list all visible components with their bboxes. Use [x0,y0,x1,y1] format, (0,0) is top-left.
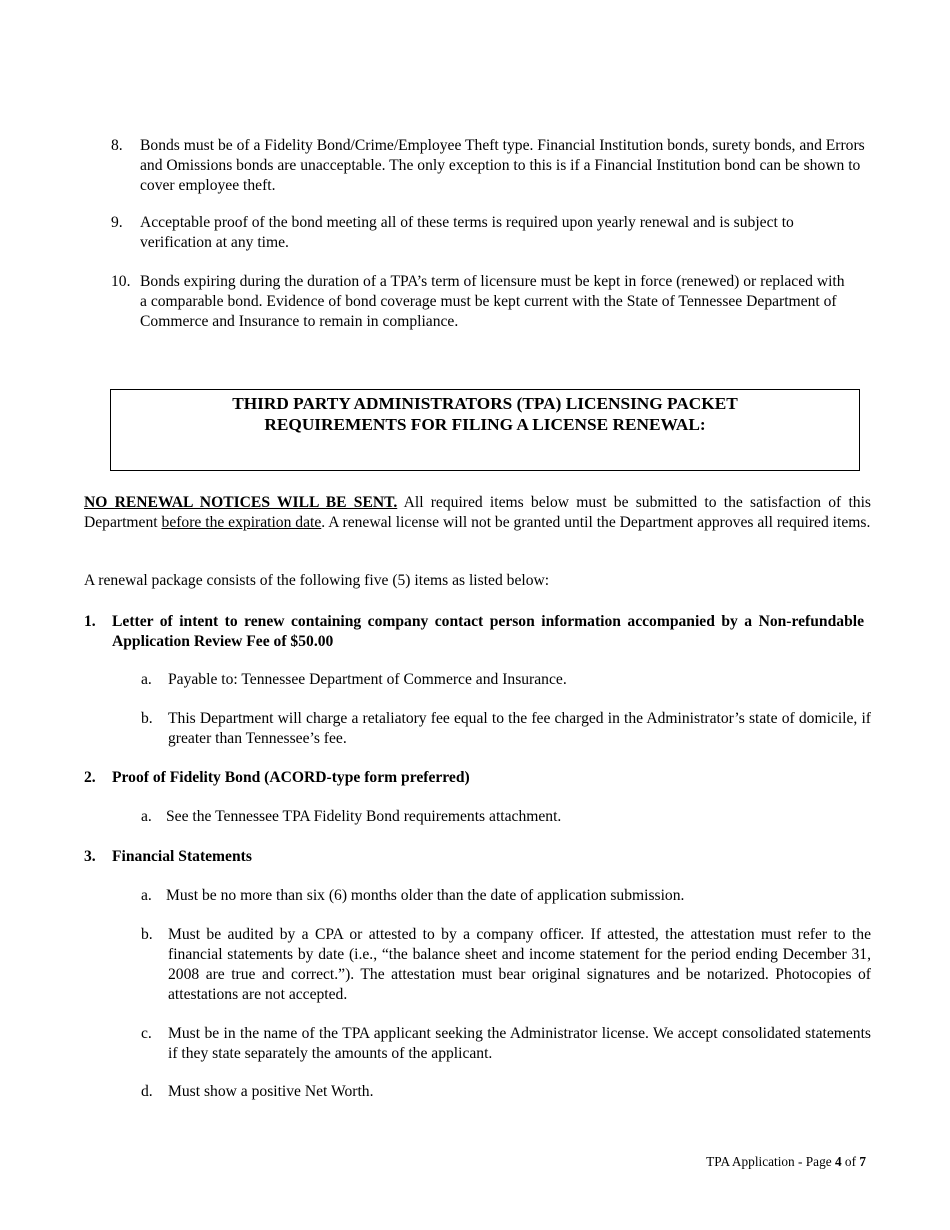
renewal-requirements-heading-box [110,389,860,471]
total-pages: 7 [859,1154,866,1169]
sub-item-letter: a. [141,808,152,825]
sub-item-letter: b. [141,926,153,943]
heading-line-2: REQUIREMENTS FOR FILING A LICENSE RENEWAL: [264,415,706,434]
notice-text: All required items below must be submitted to the satisfaction of this Department [84,494,871,531]
page-footer [600,1152,866,1172]
list-item-number: 9. [111,214,123,231]
list-item-text: Acceptable proof of the bond meeting all of these terms is required upon yearly renewal and is subject to verification at any time. [140,214,794,251]
renewal-notice-paragraph [84,493,871,533]
section-title-financial-statements: Financial Statements [112,848,252,865]
current-page-number: 4 [834,1154,842,1169]
sub-item-letter: d. [141,1083,153,1100]
renewal-package-intro: A renewal package consists of the following five (5) items as listed below: [84,572,550,589]
sub-item-text: This Department will charge a retaliatory fee equal to the fee charged in the Administrator’s state of domicile, if greater than Tennessee’s fee. [168,710,871,747]
sub-item-text: Must be audited by a CPA or attested to by a company officer. If attested, the attestation must refer to the financial statements by date (i.e., “the balance sheet and income statement for the period ending December 31, 2008 are true and correct.”). The attestation must bear original signatures and be notarized. Photocopies of attestations are not accepted. [168,926,871,1003]
sub-item-letter: a. [141,671,152,688]
sub-item-text: Must show a positive Net Worth. [168,1083,374,1100]
sub-item-letter: b. [141,710,153,727]
sub-item-letter: c. [141,1025,152,1042]
list-item-number: 8. [111,137,123,154]
section-title-letter-of-intent: Letter of intent to renew containing company contact person information accompanied by a Non-refundable Application Review Fee of $50.00 [112,613,864,650]
footer-of: of [841,1154,860,1169]
section-number: 1. [84,613,96,630]
section-number: 3. [84,848,96,865]
list-item-text: Bonds must be of a Fidelity Bond/Crime/Employee Theft type. Financial Institution bonds, surety bonds, and Errors and Omissions bonds are unacceptable. The only exception to this is if a Financial Institution bond can be shown to cover employee theft. [140,137,865,194]
footer-label: TPA Application - Page [706,1154,835,1169]
section-title-fidelity-bond: Proof of Fidelity Bond (ACORD-type form preferred) [112,769,470,786]
sub-item-text: See the Tennessee TPA Fidelity Bond requirements attachment. [166,808,562,825]
sub-item-text: Payable to: Tennessee Department of Commerce and Insurance. [168,671,567,688]
no-renewal-notices-warning: NO RENEWAL NOTICES WILL BE SENT. [84,494,398,511]
expiration-date-emphasis: before the expiration date [161,514,322,531]
notice-text: . A renewal license will not be granted until the Department approves all required items. [321,514,871,531]
section-number: 2. [84,769,96,786]
sub-item-letter: a. [141,887,152,904]
sub-item-text: Must be in the name of the TPA applicant seeking the Administrator license. We accept consolidated statements if they state separately the amounts of the applicant. [168,1025,871,1062]
list-item-text: Bonds expiring during the duration of a TPA’s term of licensure must be kept in force (renewed) or replaced with a comparable bond. Evidence of bond coverage must be kept current with the State of Tennessee Department of Commerce and Insurance to remain in compliance. [140,273,845,330]
list-item-number: 10. [111,273,131,290]
sub-item-text: Must be no more than six (6) months older than the date of application submission. [166,887,685,904]
heading-line-1: THIRD PARTY ADMINISTRATORS (TPA) LICENSING PACKET [232,394,738,413]
